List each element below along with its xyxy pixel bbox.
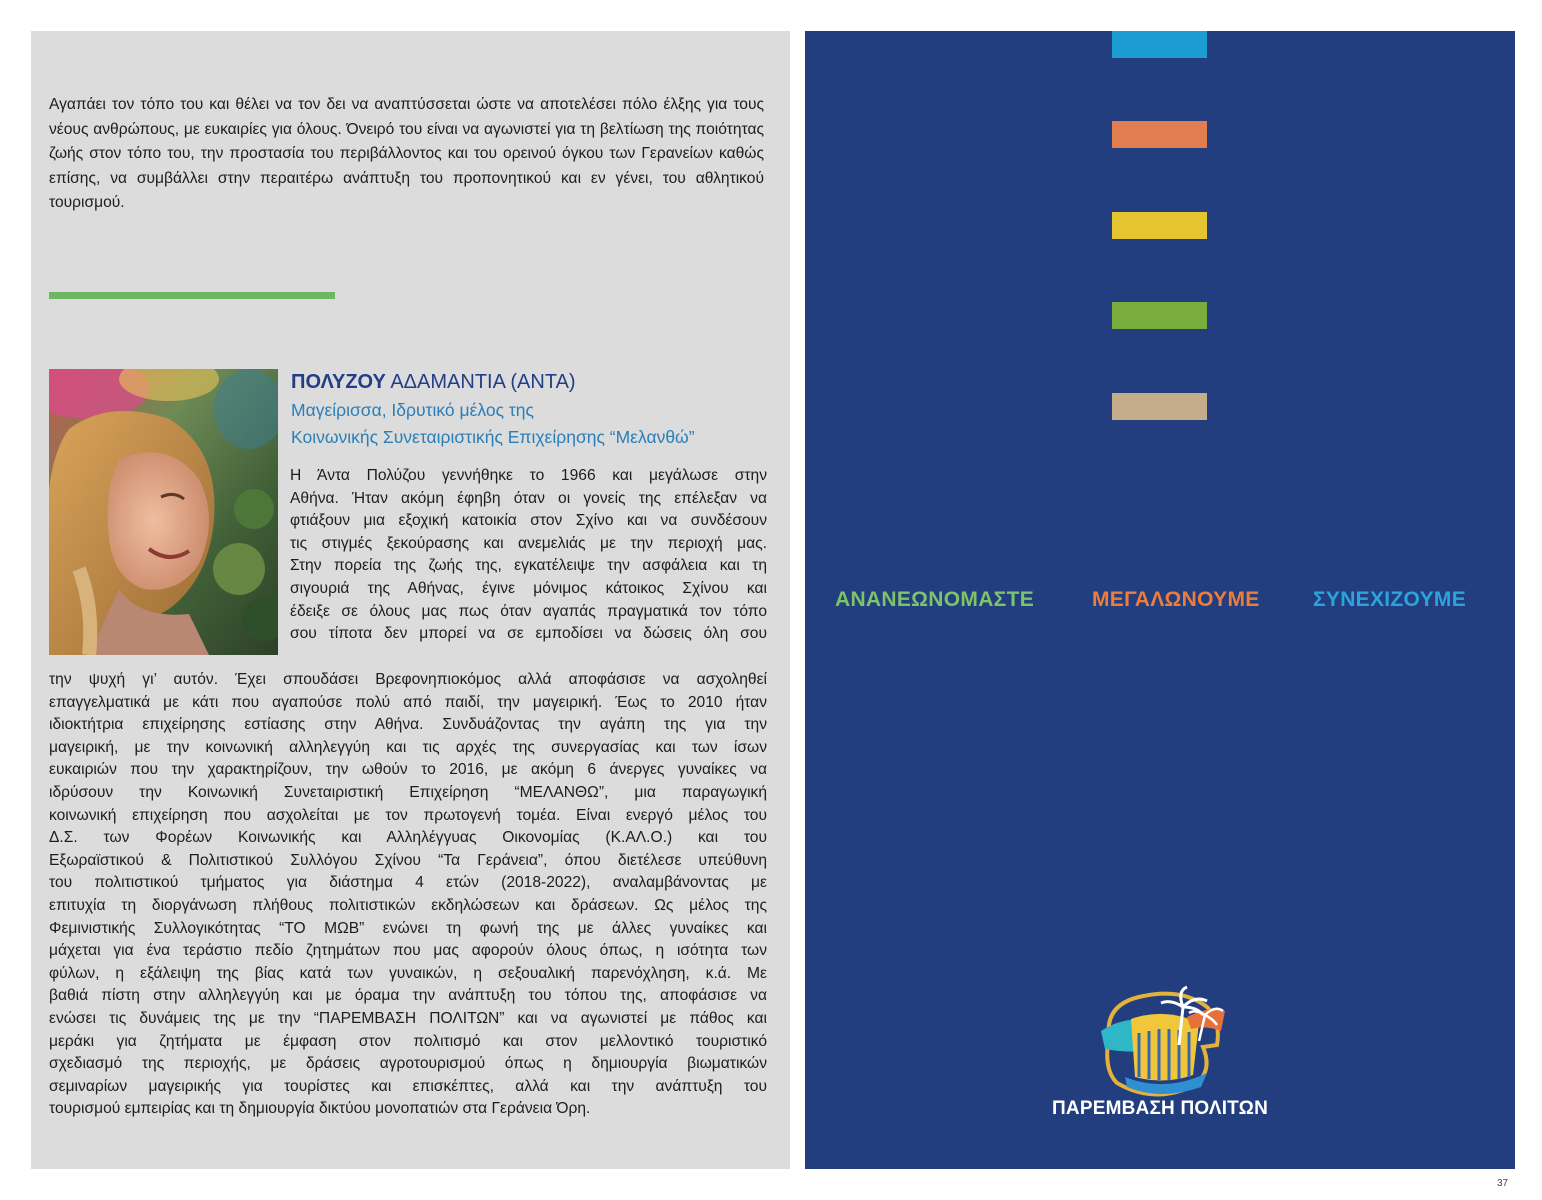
bio-line: μαγειρική, με την κοινωνική αλληλεγγύη και τις αρχές της συνεργασίας και των ίσων xyxy=(49,738,767,756)
logo-text: ΠΑΡΕΜΒΑΣΗ ΠΟΛΙΤΩΝ xyxy=(1051,1098,1269,1119)
candidate-role xyxy=(291,397,771,451)
bio-line: την ψυχή γι’ αυτόν. Έχει σπουδάσει Βρεφονηπιοκόμος αλλά αποφάσισε να ασχοληθεί xyxy=(49,671,767,688)
left-page xyxy=(31,31,790,1169)
bio-line: βαθιά πίστη στην αλληλεγγύη και με όραμα την ανάπτυξη του τόπου της, αποφάσισε να xyxy=(49,987,767,1005)
color-bar-orange xyxy=(1112,121,1207,148)
bio-line: Στην πορεία της ζωής της, εγκατέλειψε την ασφάλεια και τη xyxy=(290,557,767,575)
bio-line: ευκαιριών που την χαρακτηρίζουν, την ωθούν το 2016, με ακόμη 6 άνεργες γυναίκες να xyxy=(49,761,767,779)
bio-line: φύλων, η εξάλειψη της βίας κατά των γυναικών, η σεξουαλική παρενόχληση, κ.ά. Με xyxy=(49,964,767,982)
color-bar-beige xyxy=(1112,393,1207,420)
bio-beside-photo xyxy=(290,465,767,646)
bio-line: ιδρύσουν την Κοινωνική Συνεταιριστική Επιχείρηση “ΜΕΛΑΝΘΩ”, μια παραγωγική xyxy=(49,783,767,801)
slogan-ananeonomaste: ΑΝΑΝΕΩΝΟΜΑΣΤΕ xyxy=(835,588,1035,611)
candidate-given-name: ΑΔΑΜΑΝΤΙΑ (ΑΝΤΑ) xyxy=(390,371,576,393)
bio-line: Αθήνα. Ήταν ακόμη έφηβη όταν οι γονείς της επέλεξαν να xyxy=(290,489,767,507)
bio-full-width xyxy=(49,669,767,1121)
slogan-synexizoume: ΣΥΝΕΧΙΖΟΥΜΕ xyxy=(1313,588,1467,611)
bio-line: φτιάξουν μια εξοχική κατοικία στον Σχίνο και να συνδέσουν xyxy=(290,512,767,530)
bio-line: επαγγελματικά με κάτι που αγαπούσε πολύ από παιδί, την μαγειρική. Έως το 2010 ήταν xyxy=(49,693,767,711)
intro-paragraph: Αγαπάει τον τόπο του και θέλει να τον δει να αναπτύσσεται ώστε να αποτελέσει πόλο έλξης για τους νέους ανθρώπους, με ευκαιρίες για όλους. Όνειρό του είναι να αγωνιστεί για τη βελτίωση της ποιότητας ζωής στον τόπο του, την προστασία του περιβάλλοντος και του ορεινού όγκου των Γερανείων καθώς επίσης, να συμβάλλει στην περαιτέρω ανάπτυξη του προπονητικού και εν γένει, του αθλητικού τουρισμού. xyxy=(49,96,764,211)
role-line: Μαγείρισσα, Ιδρυτικό μέλος της xyxy=(291,400,534,420)
bio-line: μάχεται για ένα τεράστιο πεδίο ζητημάτων που μας αφορούν όλους όπως, η ισότητα των xyxy=(49,942,767,960)
bio-line: Δ.Σ. των Φορέων Κοινωνικής και Αλληλέγγυας Οικονομίας (Κ.ΑΛ.Ο.) και του xyxy=(49,829,767,847)
color-bar-green xyxy=(1112,302,1207,329)
bio-line: μεράκι για ζητήματα με έμφαση στον πολιτισμό και στον μελλοντικό τουριστικό xyxy=(49,1032,767,1050)
slogan-megalonoume: ΜΕΓΑΛΩΝΟΥΜΕ xyxy=(1092,588,1260,611)
candidate-surname: ΠΟΛΥΖΟΥ xyxy=(291,371,386,393)
bio-line: έδειξε σε όλους μας πως όταν αγαπάς πραγματικά τον τόπο xyxy=(290,602,767,620)
bio-line: τουρισμού εμπειρίας και τη δημιουργία δικτύου μονοπατιών στα Γεράνεια Όρη. xyxy=(49,1100,591,1118)
bio-line: σεμιναρίων μαγειρικής για τουρίστες και επισκέπτες, αλλά και την ανάπτυξη του xyxy=(49,1077,767,1095)
bio-line: σιγουριά της Αθήνας, έγινε μόνιμος κάτοικος Σχίνου και xyxy=(290,579,767,597)
candidate-photo xyxy=(49,369,278,655)
right-page xyxy=(805,31,1515,1169)
parembasi-politon-logo-icon xyxy=(1095,981,1227,1101)
role-line: Κοινωνικής Συνεταιριστικής Επιχείρησης “Μελανθώ” xyxy=(291,427,695,447)
candidate-photo-illustration xyxy=(49,369,278,655)
bio-line: κοινωνική επιχείρηση που ασχολείται με τον πρωτογενή τομέα. Είναι ενεργό μέλος του xyxy=(49,806,767,824)
bio-line: επιτυχία τη διοργάνωση πλήθους πολιτιστικών εκδηλώσεων και δράσεων. Ως μέλος της xyxy=(49,896,767,914)
bio-line: Η Άντα Πολύζου γεννήθηκε το 1966 και μεγάλωσε στην xyxy=(290,467,767,484)
candidate-name xyxy=(291,369,576,395)
section-divider xyxy=(49,292,335,299)
bio-line: Φεμινιστικής Συλλογικότητας “ΤΟ ΜΩΒ” ενώνει τη φωνή της με άλλες γυναίκες και xyxy=(49,919,767,937)
bio-line: τις στιγμές ξεκούρασης και ανεμελιάς με την περιοχή μας. xyxy=(290,534,767,552)
bio-line: του πολιτιστικού τμήματος για διάστημα 4 ετών (2018-2022), αναλαμβάνοντας με xyxy=(49,874,767,892)
color-bar-blue xyxy=(1112,31,1207,58)
bio-line: Εξωραϊστικού & Πολιτιστικού Συλλόγου Σχίνου “Τα Γεράνεια”, όπου διετέλεσε υπεύθυνη xyxy=(49,851,767,869)
page-number: 37 xyxy=(1497,1178,1509,1189)
bio-line: ιδιοκτήτρια επιχείρησης εστίασης στην Αθήνα. Συνδυάζοντας την αγάπη της για την xyxy=(49,716,767,734)
bio-line: ενώσει τις δυνάμεις της με την “ΠΑΡΕΜΒΑΣΗ ΠΟΛΙΤΩΝ” και να αγωνιστεί με πάθος και xyxy=(49,1009,767,1027)
bio-line: σου τίποτα δεν μπορεί να σε εμποδίσει να δώσεις όλη σου xyxy=(290,625,767,643)
color-bar-yellow xyxy=(1112,212,1207,239)
bio-line: σχεδιασμό της περιοχής, με δράσεις αγροτουρισμού όπως η δημιουργία βιωματικών xyxy=(49,1055,767,1073)
